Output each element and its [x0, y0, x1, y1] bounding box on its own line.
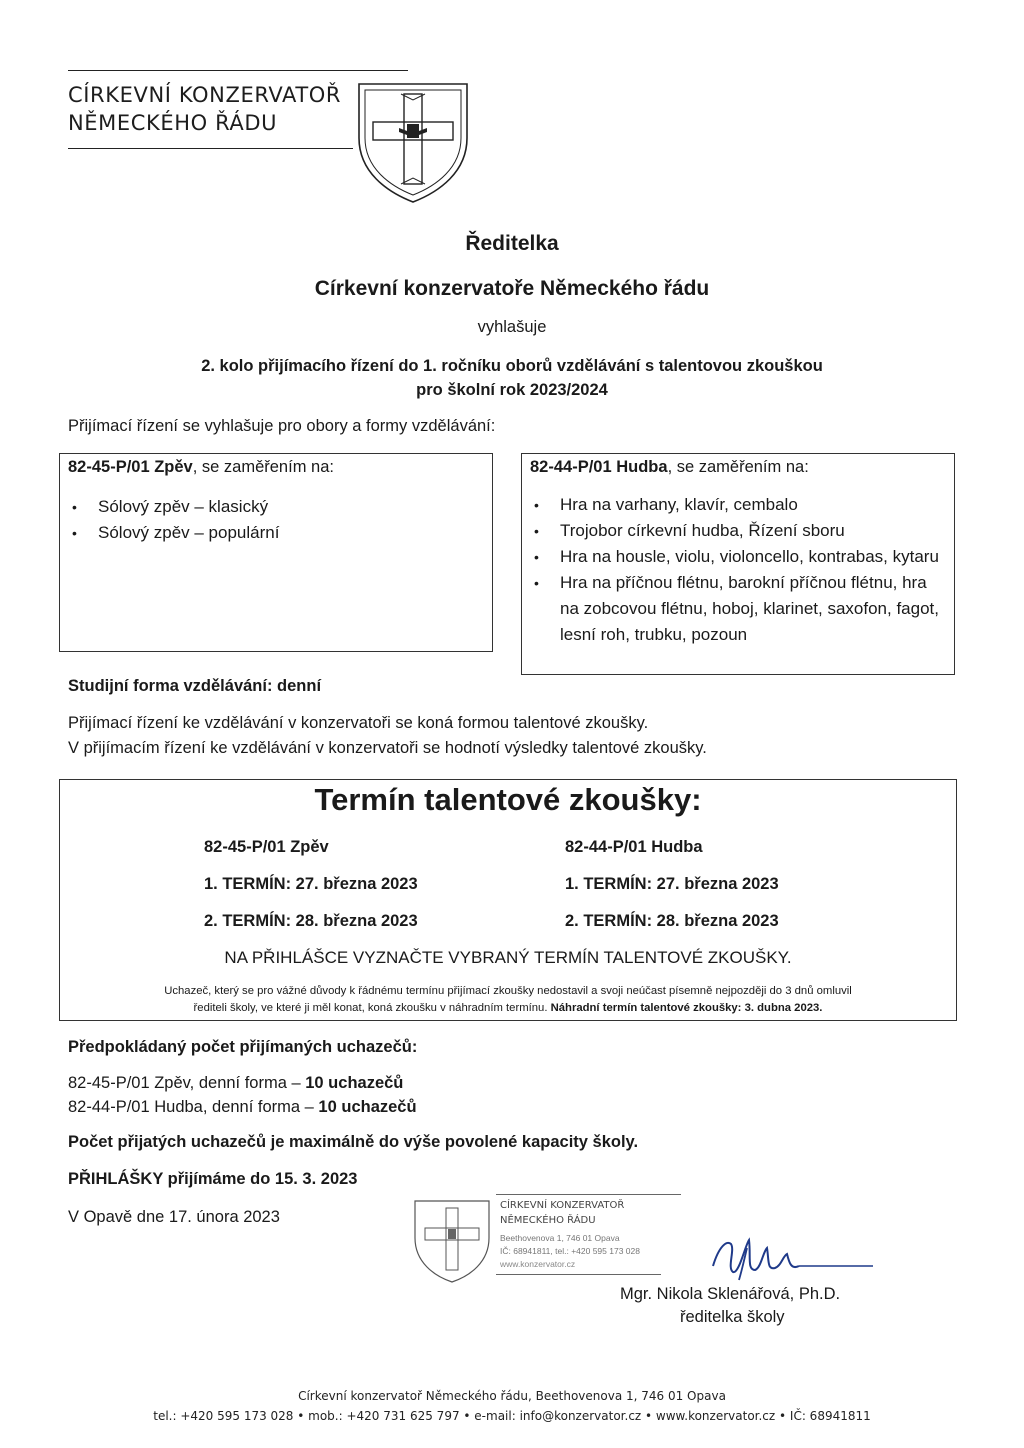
capacity-max-note: Počet přijatých uchazečů je maximálně do výše povolené kapacity školy. [68, 1133, 639, 1151]
exam-col-hudba-title: 82-44-P/01 Hudba [565, 838, 703, 856]
capacity-row-hudba [68, 1098, 417, 1117]
header-org-line2: NĚMECKÉHO ŘÁDU [68, 111, 278, 135]
capacity-row-zpev-count: 10 uchazečů [305, 1074, 404, 1092]
handwritten-signature [705, 1226, 875, 1286]
exam-col-zpev-term1: 1. TERMÍN: 27. března 2023 [204, 875, 418, 893]
title-round-line2: pro školní rok 2023/2024 [416, 381, 608, 399]
exam-col-hudba-term1: 1. TERMÍN: 27. března 2023 [565, 875, 779, 893]
paragraph-2: V přijímacím řízení ke vzdělávání v konzervatoři se hodnotí výsledky talentové zkoušky. [68, 739, 707, 757]
capacity-heading: Předpokládaný počet přijímaných uchazečů: [68, 1038, 418, 1056]
footer-address: Církevní konzervatoř Německého řádu, Beethovenova 1, 746 01 Opava [298, 1389, 726, 1403]
place-date: V Opavě dne 17. února 2023 [68, 1208, 280, 1226]
field-box-zpev [59, 453, 493, 652]
stamp-rule [496, 1194, 681, 1195]
field-box-hudba-heading [530, 458, 809, 477]
footer-contacts: tel.: +420 595 173 028 • mob.: +420 731 625 797 • e-mail: info@konzervator.cz • www.konzervator.cz • IČ: 68941811 [153, 1409, 871, 1423]
field-hudba-code: 82-44-P/01 Hudba [530, 458, 668, 476]
exam-small-line1: Uchazeč, který se pro vážné důvody k řádnému termínu přijímací zkoušky nedostavil a svoji neúčast písemně nejpozději do 3 dnů omluvil [164, 985, 852, 997]
field-box-zpev-heading [68, 458, 334, 477]
header-bottom-rule [68, 148, 353, 149]
signature-name: Mgr. Nikola Sklenářová, Ph.D. [620, 1285, 841, 1303]
intro-text: Přijímací řízení se vyhlašuje pro obory a formy vzdělávání: [68, 417, 496, 435]
capacity-row-zpev [68, 1074, 403, 1093]
field-box-hudba [521, 453, 955, 675]
stamp-line2: NĚMECKÉHO ŘÁDU [500, 1215, 596, 1226]
school-stamp [408, 1190, 683, 1290]
exam-box [59, 779, 957, 1021]
paragraph-1: Přijímací řízení ke vzdělávání v konzervatoři se koná formou talentové zkoušky. [68, 714, 649, 732]
exam-col-hudba-term2: 2. TERMÍN: 28. března 2023 [565, 912, 779, 930]
exam-heading: Termín talentové zkoušky: [314, 782, 702, 817]
applications-deadline: PŘIHLÁŠKY přijímáme do 15. 3. 2023 [68, 1170, 358, 1188]
stamp-line3: Beethovenova 1, 746 01 Opava [500, 1233, 620, 1243]
field-zpev-suffix: , se zaměřením na: [192, 458, 334, 476]
title-institution: Církevní konzervatoře Německého řádu [314, 277, 710, 300]
list-item: • Trojobor církevní hudba, Řízení sboru [528, 518, 940, 544]
exam-col-zpev-term2: 2. TERMÍN: 28. března 2023 [204, 912, 418, 930]
study-form: Studijní forma vzdělávání: denní [68, 677, 322, 695]
field-zpev-list [66, 494, 476, 546]
header-org-line1: CÍRKEVNÍ KONZERVATOŘ [68, 83, 342, 107]
stamp-line1: CÍRKEVNÍ KONZERVATOŘ [500, 1200, 625, 1211]
exam-replacement-date: Náhradní termín talentové zkoušky: 3. dubna 2023. [550, 1002, 823, 1014]
capacity-row-hudba-text: 82-44-P/01 Hudba, denní forma – [68, 1098, 319, 1116]
stamp-line5: www.konzervator.cz [500, 1259, 576, 1269]
signature-role: ředitelka školy [680, 1308, 785, 1326]
exam-small-line2-text: řediteli školy, ve které ji měl konat, koná zkoušku v náhradním termínu. [193, 1002, 551, 1014]
list-item: • Sólový zpěv – populární [66, 520, 476, 546]
list-item: • Sólový zpěv – klasický [66, 494, 476, 520]
field-hudba-list [528, 492, 940, 648]
capacity-row-hudba-count: 10 uchazečů [318, 1098, 417, 1116]
exam-col-zpev-title: 82-45-P/01 Zpěv [204, 838, 329, 856]
title-role: Ředitelka [465, 232, 559, 255]
list-item: • Hra na příčnou flétnu, barokní příčnou flétnu, hra na zobcovou flétnu, hoboj, klarinet, saxofon, fagot, lesní roh, trubku, pozoun [528, 570, 940, 648]
field-hudba-suffix: , se zaměřením na: [667, 458, 809, 476]
exam-col-zpev [204, 838, 418, 931]
stamp-bottom-rule [496, 1274, 661, 1275]
stamp-line4: IČ: 68941811, tel.: +420 595 173 028 [500, 1246, 640, 1256]
exam-col-hudba [565, 838, 779, 931]
stamp-shield-icon [412, 1198, 492, 1284]
list-item: • Hra na varhany, klavír, cembalo [528, 492, 940, 518]
header-top-rule [68, 70, 408, 71]
exam-small-line2 [60, 1002, 956, 1014]
list-item: • Hra na housle, violu, violoncello, kontrabas, kytaru [528, 544, 940, 570]
field-zpev-code: 82-45-P/01 Zpěv [68, 458, 193, 476]
capacity-row-zpev-text: 82-45-P/01 Zpěv, denní forma – [68, 1074, 306, 1092]
exam-notice: NA PŘIHLÁŠCE VYZNAČTE VYBRANÝ TERMÍN TALENTOVÉ ZKOUŠKY. [224, 948, 792, 967]
cross-shield-logo [355, 80, 471, 204]
title-round-line1: 2. kolo přijímacího řízení do 1. ročníku oborů vzdělávání s talentovou zkouškou [201, 357, 823, 375]
title-verb: vyhlašuje [477, 318, 547, 336]
